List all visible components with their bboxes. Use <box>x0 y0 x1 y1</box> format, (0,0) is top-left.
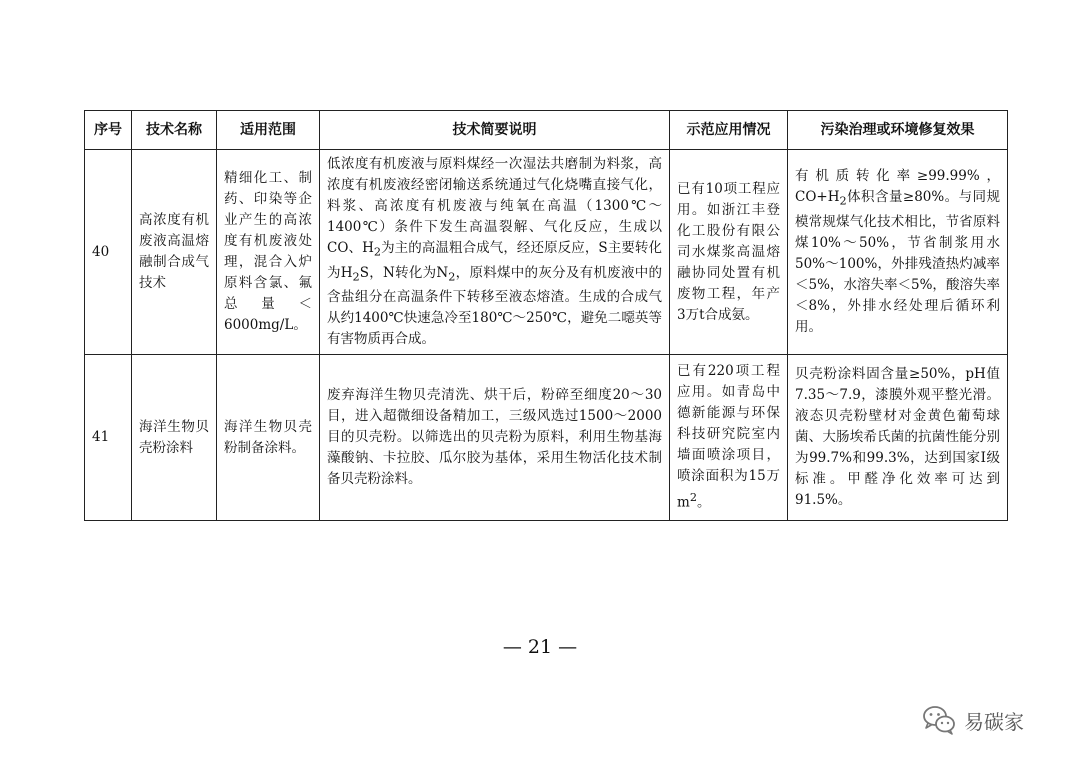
desc-text: 为主的高温粗合成气，经还原反应，S主要转化为H <box>327 239 663 281</box>
row-description <box>320 150 670 355</box>
header-effect: 污染治理或环境修复效果 <box>788 111 1008 150</box>
header-seq: 序号 <box>85 111 132 150</box>
table-row <box>85 355 1008 521</box>
demo-text: 。 <box>696 494 711 511</box>
demo-superscript: 2 <box>689 491 697 505</box>
row-seq: 41 <box>85 355 132 521</box>
row-effect: 贝壳粉涂料固含量≥50%，pH值7.35～7.9，漆膜外观平整光滑。液态贝壳粉壁材对金黄色葡萄球菌、大肠埃希氏菌的抗菌性能分别为99.7%和99.3%，达到国家I级标准。甲醛净化效率可达到91.5%。 <box>788 355 1008 521</box>
row-effect <box>788 150 1008 355</box>
desc-subscript: 2 <box>352 270 360 284</box>
header-description: 技术简要说明 <box>320 111 670 150</box>
header-tech-name: 技术名称 <box>132 111 217 150</box>
desc-text: S，N转化为N <box>359 264 449 281</box>
header-demo-application: 示范应用情况 <box>670 111 788 150</box>
effect-subscript: 2 <box>839 194 847 208</box>
desc-text: ，原料煤中的灰分及有机废液中的含盐组分在高温条件下转移至液态熔渣。生成的合成气从约1400℃快速急冷至180℃～250℃，避免二噁英等有害物质再合成。 <box>327 264 662 348</box>
desc-subscript: 2 <box>448 270 456 284</box>
table-header-row <box>85 111 1008 150</box>
watermark <box>922 700 1024 740</box>
row-demo-application: 已有10项工程应用。如浙江丰登化工股份有限公司水煤浆高温熔融协同处置有机废物工程，年产3万t合成氨。 <box>670 150 788 355</box>
tech-table <box>84 110 1008 521</box>
row-seq: 40 <box>85 150 132 355</box>
row-scope: 海洋生物贝壳粉制备涂料。 <box>217 355 320 521</box>
watermark-text: 易碳家 <box>964 709 1024 734</box>
demo-text: 已有220项工程应用。如青岛中德新能源与环保科技研究院室内墙面喷涂项目，喷涂面积为15万m <box>677 363 780 511</box>
wechat-icon <box>922 705 956 735</box>
row-tech-name: 海洋生物贝壳粉涂料 <box>132 355 217 521</box>
table-row <box>85 150 1008 355</box>
desc-text: 低浓度有机废液与原料煤经一次湿法共磨制为料浆，高浓度有机废液经密闭输送系统通过气化烧嘴直接气化，料浆、高浓度有机废液与纯氧在高温（1300℃～1400℃）条件下发生高温裂解、气化反应，生成以CO、H <box>327 155 662 256</box>
row-scope: 精细化工、制药、印染等企业产生的高浓度有机废液处理，混合入炉原料含氯、氟总量＜6000mg/L。 <box>217 150 320 355</box>
row-tech-name: 高浓度有机废液高温熔融制合成气技术 <box>132 150 217 355</box>
row-demo-application <box>670 355 788 521</box>
header-scope: 适用范围 <box>217 111 320 150</box>
page-number: — 21 — <box>502 636 578 658</box>
effect-text: 有机质转化率≥99.99%，CO+H <box>795 168 1000 206</box>
desc-subscript: 2 <box>373 245 382 259</box>
effect-text: 体积含量≥80%。与同规模常规煤气化技术相比，节省原料煤10%～50%，节省制浆用水50%～100%，外排残渣热灼减率＜5%，水溶失率＜5%，酸溶失率＜8%，外排水经处理后循环利用。 <box>795 189 1000 335</box>
row-description: 废弃海洋生物贝壳清洗、烘干后，粉碎至细度20～30目，进入超微细设备精加工，三级风选过1500～2000目的贝壳粉。以筛选出的贝壳粉为原料，利用生物基海藻酸钠、卡拉胶、瓜尔胶为基体，采用生物活化技术制备贝壳粉涂料。 <box>320 355 670 521</box>
